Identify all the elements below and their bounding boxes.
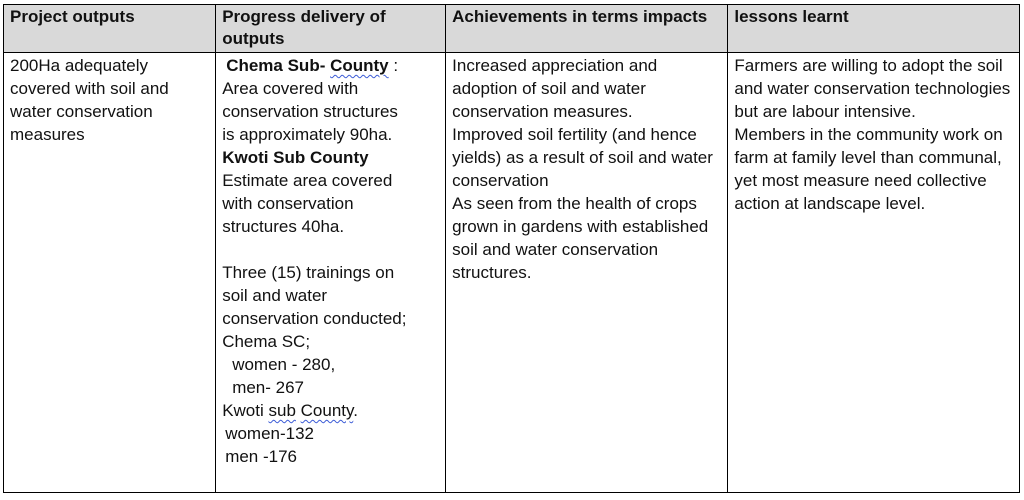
achievement-paragraph-1: Increased appreciation and adoption of soil and water conservation measures. — [452, 56, 658, 121]
chema-heading — [222, 54, 439, 77]
training-line-3: conservation conducted; — [222, 309, 407, 328]
chema-line-2: conservation structures — [222, 102, 398, 121]
header-project-outputs: Project outputs — [4, 5, 216, 53]
project-output-text: 200Ha adequately covered with soil and water conservation measures — [10, 56, 169, 144]
lessons-cell — [728, 53, 1020, 493]
table-header — [4, 5, 1020, 53]
spacer — [222, 238, 439, 261]
achievement-paragraph-2: Improved soil fertility (and hence yields) as a result of soil and water conservation — [452, 125, 713, 190]
kwoti-line-2: with conservation — [222, 194, 354, 213]
chema-line-3: is approximately 90ha. — [222, 125, 393, 144]
table-body — [4, 53, 1020, 493]
kwoti-line-3: structures 40ha. — [222, 217, 345, 236]
achievement-paragraph-3: As seen from the health of crops grown in gardens with established soil and water conservation structures. — [452, 194, 709, 282]
achievements-cell — [446, 53, 728, 493]
chema-men-count: men- 267 — [232, 378, 305, 397]
chema-sc-label: Chema SC; — [222, 332, 311, 351]
kwoti-line-1: Estimate area covered — [222, 171, 393, 190]
kwoti-suffix: . — [353, 401, 358, 420]
kwoti-prefix: Kwoti — [222, 401, 269, 420]
kwoti-women-count: women-132 — [225, 424, 315, 443]
training-line-2: soil and water — [222, 286, 328, 305]
progress-cell — [216, 53, 446, 493]
chema-women-count: women - 280, — [232, 355, 336, 374]
project-outputs-table — [3, 4, 1020, 493]
chema-heading-county: County — [330, 56, 389, 75]
chema-heading-suffix: : — [388, 56, 399, 75]
kwoti-sc-label — [222, 399, 439, 422]
lesson-paragraph-1: Farmers are willing to adopt the soil and water conservation technologies but are labour intensive. — [734, 56, 1011, 121]
lesson-paragraph-2: Members in the community work on farm at family level than communal, yet most measure need collective action at landscape level. — [734, 125, 1003, 213]
table-row — [4, 53, 1020, 493]
training-line-1: Three (15) trainings on — [222, 263, 395, 282]
kwoti-county: County — [300, 401, 354, 420]
project-output-cell — [4, 53, 216, 493]
chema-heading-prefix: Chema Sub- — [226, 56, 331, 75]
kwoti-heading: Kwoti Sub County — [222, 148, 369, 167]
kwoti-sub: sub — [268, 401, 296, 420]
header-achievements: Achievements in terms impacts — [446, 5, 728, 53]
header-lessons-learnt: lessons learnt — [728, 5, 1020, 53]
header-row — [4, 5, 1020, 53]
header-progress-delivery: Progress delivery of outputs — [216, 5, 446, 53]
chema-line-1: Area covered with — [222, 79, 359, 98]
kwoti-men-count: men -176 — [225, 447, 298, 466]
